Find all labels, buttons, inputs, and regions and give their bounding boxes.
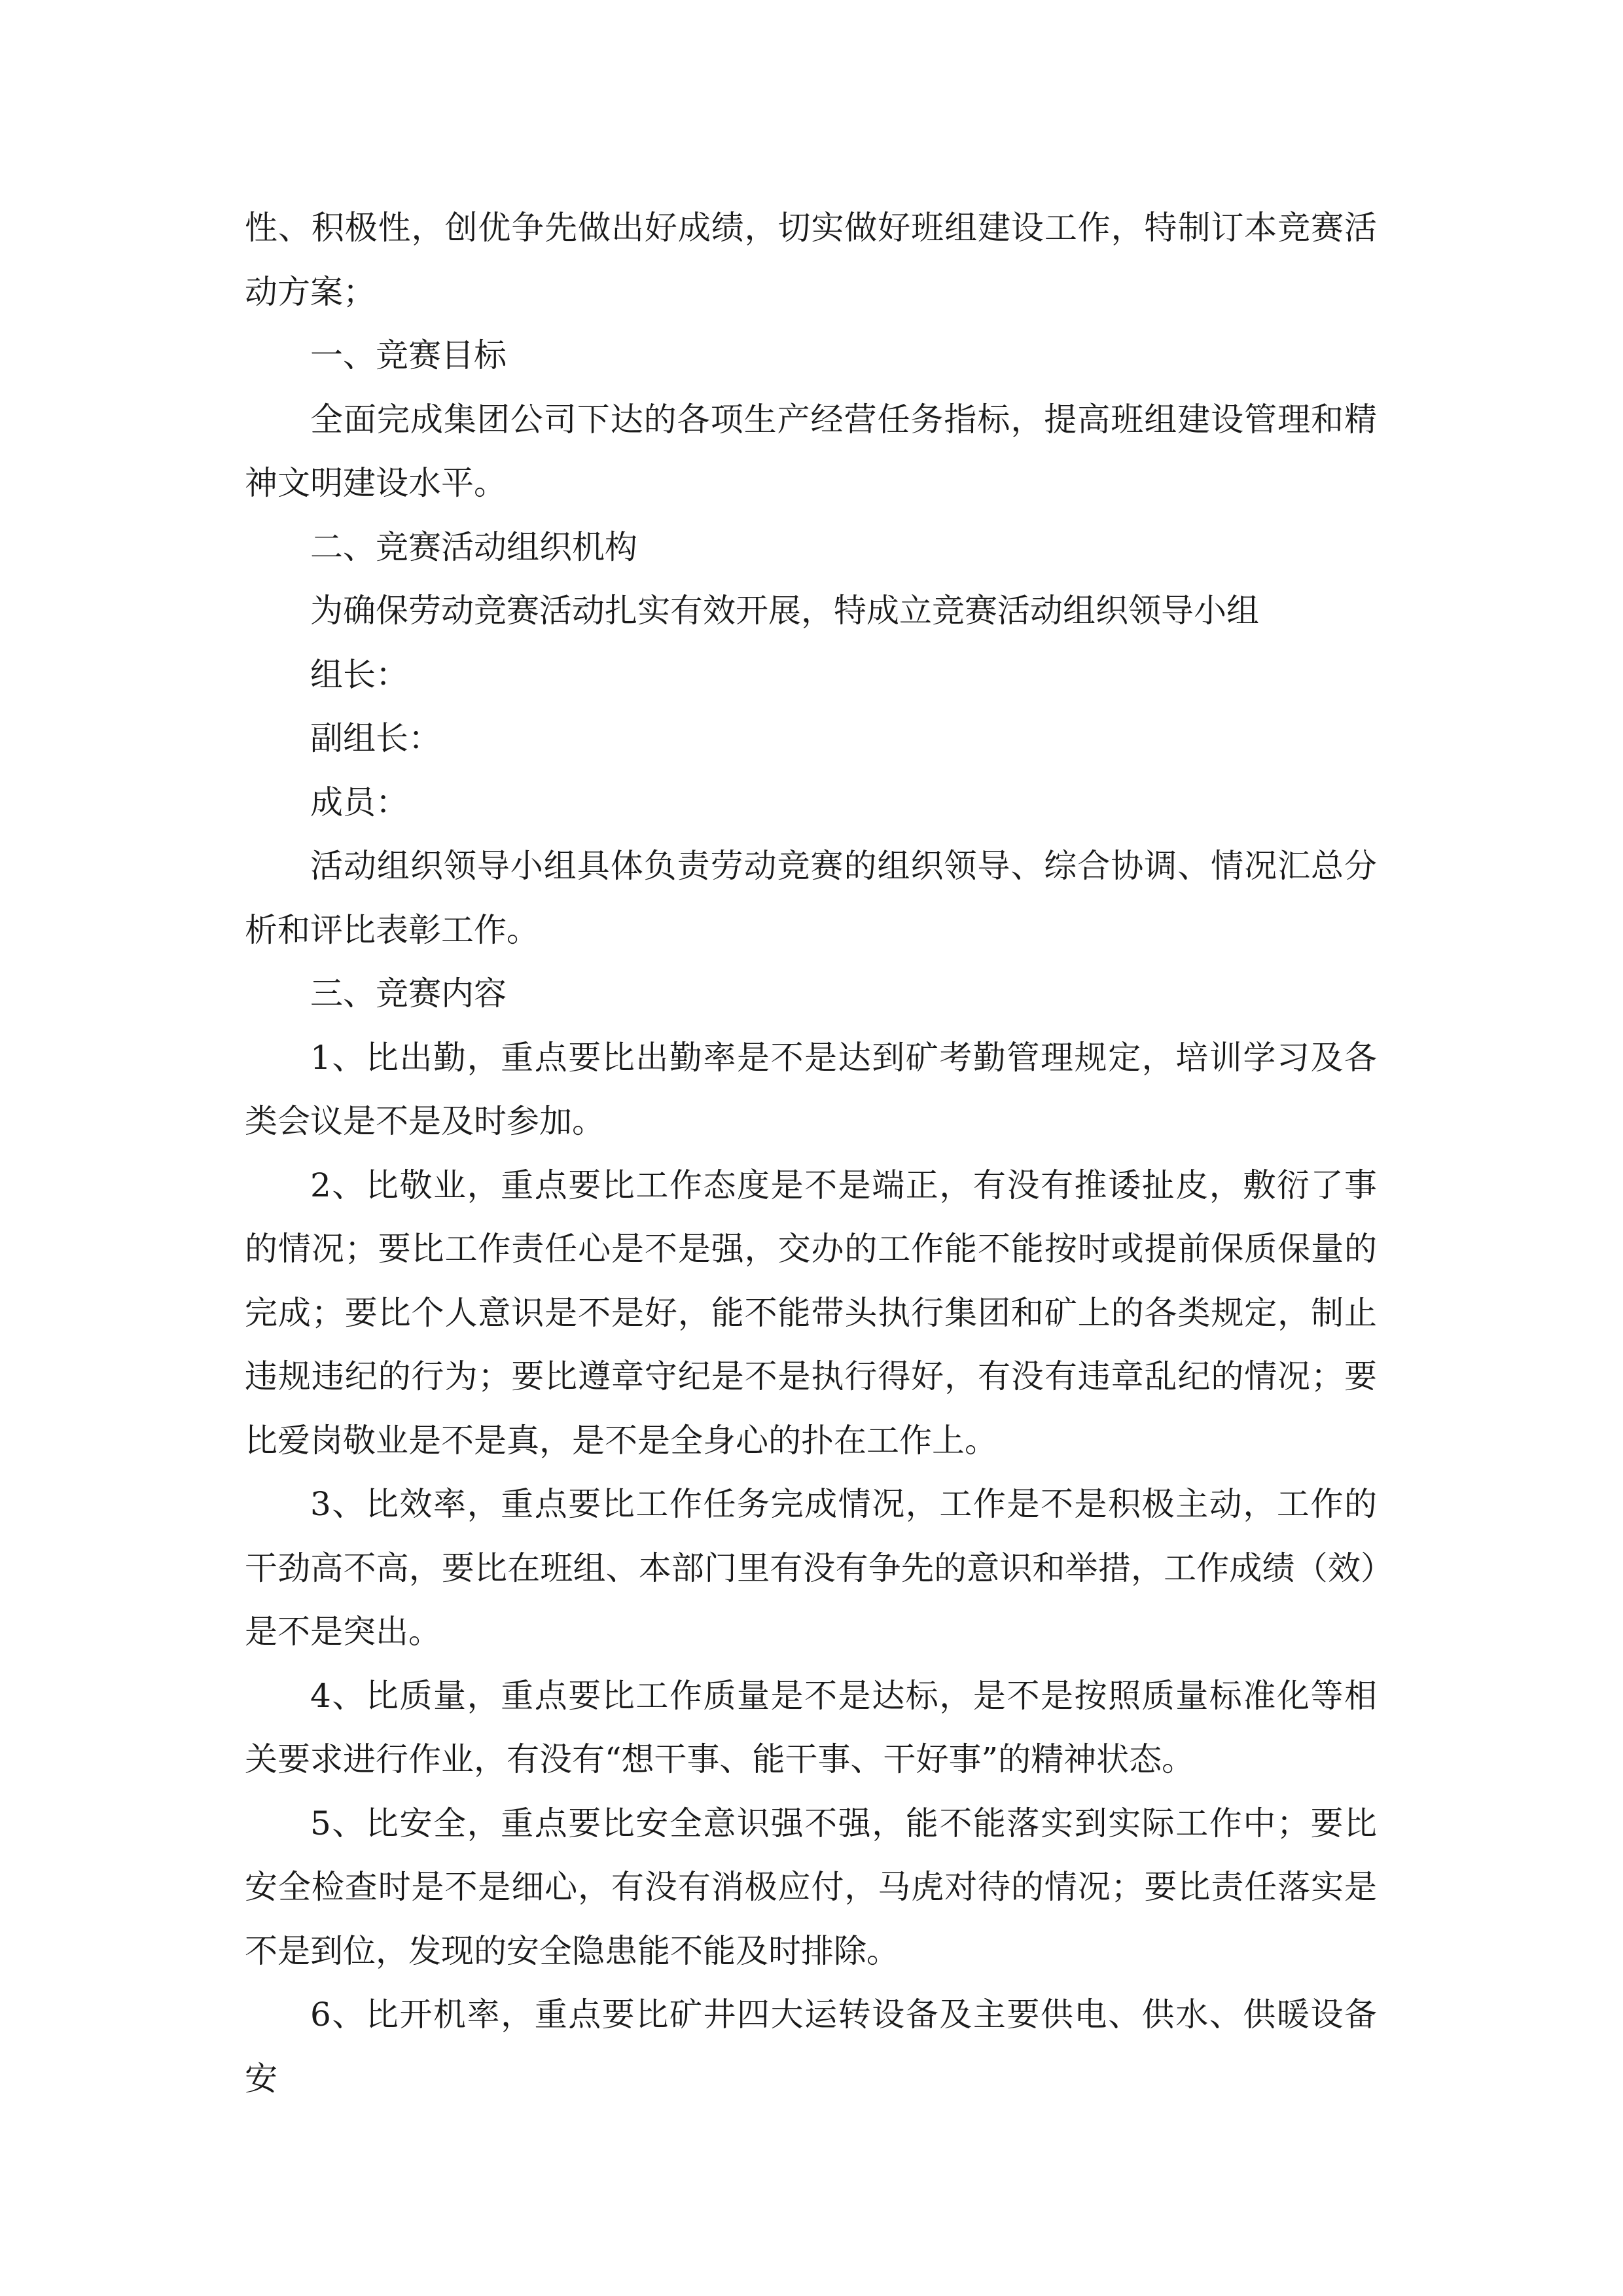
list-item-safety: 5、比安全，重点要比安全意识强不强，能不能落实到实际工作中；要比安全检查时是不是细心，有没有消极应付，马虎对待的情况；要比责任落实是不是到位，发现的安全隐患能不能及时排除。 bbox=[245, 1804, 1377, 1970]
list-item-dedication: 2、比敬业，重点要比工作态度是不是端正，有没有推诿扯皮，敷衍了事的情况；要比工作责任心是不是强，交办的工作能不能按时或提前保质保量的完成；要比个人意识是不是好，能不能带头执行集团和矿上的各类规定，制止违规违纪的行为；要比遵章守纪是不是执行得好，有没有违章乱纪的情况；要比爱岗敬业是不是真，是不是全身心的扑在工作上。 bbox=[245, 1166, 1377, 1460]
list-item-uptime: 6、比开机率，重点要比矿井四大运转设备及主要供电、供水、供暖设备安 bbox=[245, 1996, 1377, 2098]
heading-organization: 二、竞赛活动组织机构 bbox=[310, 528, 637, 566]
paragraph-intro-continued: 性、积极性，创优争先做出好成绩，切实做好班组建设工作，特制订本竞赛活动方案； bbox=[245, 209, 1377, 311]
document-body bbox=[245, 196, 1377, 2111]
list-item-quality: 4、比质量，重点要比工作质量是不是达标，是不是按照质量标准化等相关要求进行作业，有没有“想干事、能干事、干好事”的精神状态。 bbox=[245, 1676, 1377, 1778]
paragraph-goal: 全面完成集团公司下达的各项生产经营任务指标，提高班组建设管理和精神文明建设水平。 bbox=[245, 400, 1377, 502]
label-deputy-leader: 副组长： bbox=[310, 719, 441, 757]
heading-competition-content: 三、竞赛内容 bbox=[310, 975, 507, 1013]
label-group-leader: 组长： bbox=[310, 655, 408, 694]
list-item-attendance: 1、比出勤，重点要比出勤率是不是达到矿考勤管理规定，培训学习及各类会议是不是及时参加。 bbox=[245, 1038, 1377, 1140]
paragraph-group-duties: 活动组织领导小组具体负责劳动竞赛的组织领导、综合协调、情况汇总分析和评比表彰工作。 bbox=[245, 847, 1377, 949]
paragraph-organization: 为确保劳动竞赛活动扎实有效开展，特成立竞赛活动组织领导小组 bbox=[310, 592, 1259, 630]
list-item-efficiency: 3、比效率，重点要比工作任务完成情况，工作是不是积极主动，工作的干劲高不高，要比在班组、本部门里有没有争先的意识和举措，工作成绩（效）是不是突出。 bbox=[245, 1485, 1377, 1651]
heading-competition-goal: 一、竞赛目标 bbox=[310, 336, 507, 374]
label-members: 成员： bbox=[310, 783, 408, 821]
